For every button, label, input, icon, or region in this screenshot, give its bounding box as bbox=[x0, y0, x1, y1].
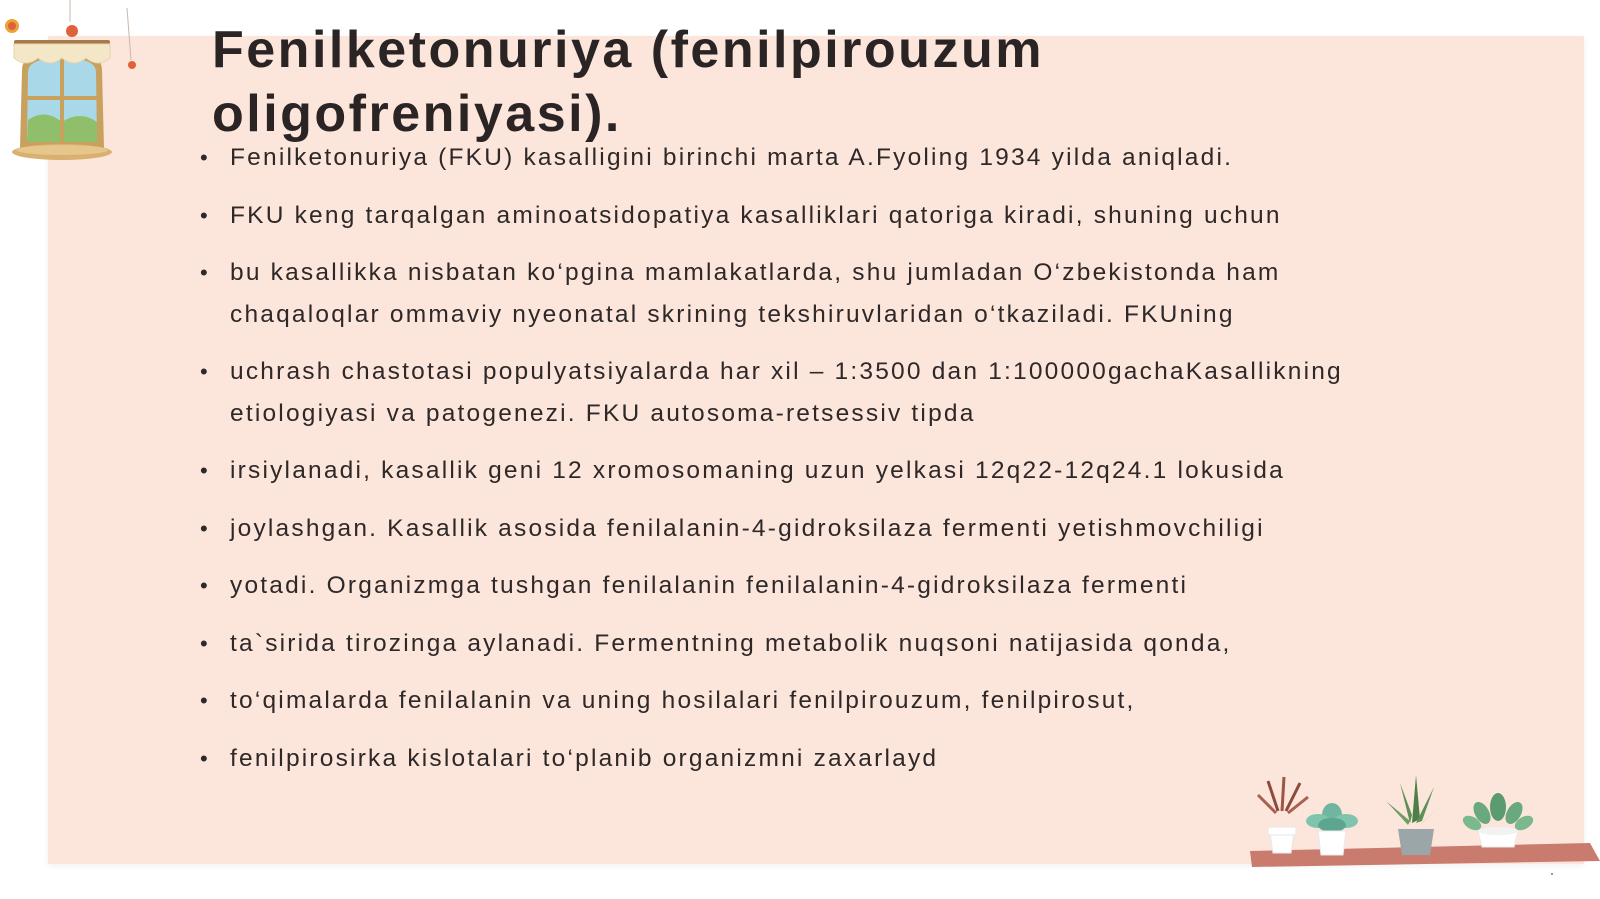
bullet-symbol: • bbox=[200, 573, 210, 598]
bullet-text: ta`sirida tirozinga aylanadi. Fermentning metabolik nuqsoni natijasida qonda, bbox=[230, 629, 1232, 657]
slide-marker bbox=[1551, 873, 1553, 875]
bullet-symbol: • bbox=[200, 458, 210, 483]
bullet-item bbox=[200, 195, 1400, 237]
bullet-symbol: • bbox=[200, 202, 210, 228]
bullet-text: bu kasallikka nisbatan ko‘pgina mamlakatlarda, shu jumladan O‘zbekistonda ham chaqaloqlar ommaviy nyeonatal skrining tekshiruvlaridan o‘tkaziladi. FKUning bbox=[230, 259, 1281, 328]
bullet-item bbox=[200, 508, 1400, 550]
bullet-item bbox=[200, 738, 1400, 780]
bullet-symbol: • bbox=[200, 359, 210, 384]
bullet-text: fenilpirosirka kislotalari to‘planib organizmni zaxarlayd bbox=[230, 744, 939, 772]
bullet-item bbox=[200, 351, 1400, 434]
slide-title: Fenilketonuriya (fenilpirouzum oligofreniyasi). bbox=[212, 21, 1044, 143]
bullet-item bbox=[200, 680, 1400, 722]
bullet-text: FKU keng tarqalgan aminoatsidopatiya kasalliklari qatoriga kiradi, shuning uchun bbox=[230, 201, 1282, 229]
bullet-symbol: • bbox=[200, 688, 210, 713]
bullet-text: yotadi. Organizmga tushgan fenilalanin fenilalanin-4-gidroksilaza fermenti bbox=[230, 572, 1189, 599]
bullet-item bbox=[200, 565, 1400, 607]
bullet-item bbox=[200, 623, 1400, 665]
bullet-symbol: • bbox=[200, 630, 210, 656]
bullet-symbol: • bbox=[200, 515, 210, 541]
potted-plants-shelf-icon bbox=[1250, 775, 1600, 875]
bullet-list bbox=[200, 137, 1400, 795]
bullet-symbol: • bbox=[200, 745, 210, 771]
bullet-item bbox=[200, 137, 1400, 179]
bullet-text: irsiylanadi, kasallik geni 12 xromosomaning uzun yelkasi 12q22-12q24.1 lokusida bbox=[230, 457, 1285, 484]
bullet-item bbox=[200, 450, 1400, 492]
bullet-symbol: • bbox=[200, 260, 210, 285]
bullet-item bbox=[200, 252, 1400, 335]
bullet-text: to‘qimalarda fenilalanin va uning hosilalari fenilpirouzum, fenilpirosut, bbox=[230, 687, 1136, 714]
bullet-text: uchrash chastotasi populyatsiyalarda har xil – 1:3500 dan 1:100000gachaKasallikning etiologiyasi va patogenezi. FKU autosoma-retsessiv tipda bbox=[230, 358, 1343, 427]
bullet-symbol: • bbox=[200, 145, 210, 170]
window-with-curtain-icon bbox=[0, 0, 150, 170]
bullet-text: Fenilketonuriya (FKU) kasalligini birinchi marta A.Fyoling 1934 yilda aniqladi. bbox=[230, 144, 1234, 171]
bullet-text: joylashgan. Kasallik asosida fenilalanin-4-gidroksilaza fermenti yetishmovchiligi bbox=[230, 514, 1265, 542]
